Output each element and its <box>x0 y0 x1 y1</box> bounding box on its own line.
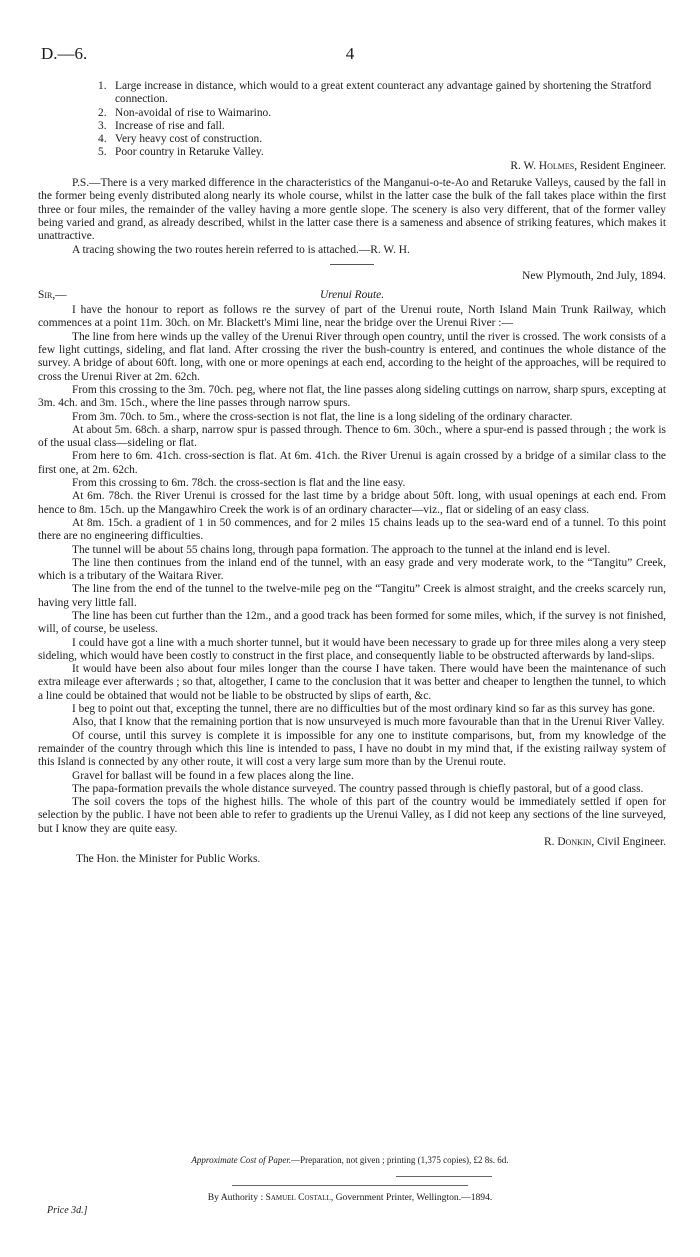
paragraph: The line from here winds up the valley of the Urenui River through open country, until the river is crossed. The work consists of a few light cuttings, sideling, and flat land. After crossing the river the bush-country is entered, and continues the whole distance of the survey. A bridge of about 60ft. long, with one or more openings at each end, according to the height of the approaches, will be required to cross the Urenui River at 2m. 62ch. <box>38 330 666 383</box>
signature-holmes: R. W. Holmes, Resident Engineer. <box>510 159 666 172</box>
section-divider <box>330 264 374 265</box>
salutation: Sir,— <box>38 289 67 302</box>
paragraph: The line from the end of the tunnel to the twelve-mile peg on the “Tangitu” Creek is almost straight, and the creeks scarcely run, having very little fall. <box>38 583 666 609</box>
paragraph: From here to 6m. 41ch. cross-section is flat. At 6m. 41ch. the River Urenui is again crossed by a bridge of a similar class to the first one, at 2m. 62ch. <box>38 450 666 476</box>
paragraph: The tunnel will be about 55 chains long, through papa formation. The approach to the tunnel at the inland end is level. <box>72 543 611 556</box>
document-code: D.—6. <box>41 44 88 63</box>
salutation-line <box>38 289 666 304</box>
paragraph: I have the honour to report as follows re the survey of part of the Urenui route, North Island Main Trunk Railway, which commences at a point 11m. 30ch. on Mr. Blackett's Mimi line, near the bridge over the Urenui River :— <box>38 304 666 330</box>
paragraph: Of course, until this survey is complete it is impossible for any one to institute comparisons, but, from my knowledge of the remainder of the country through which this line is intended to pass, I have no doubt in my mind that, if the existing railway system of this Island is connected by any other route, it will cost a very large sum more than by the Urenui route. <box>38 729 666 769</box>
footer-divider <box>396 1176 492 1177</box>
section-heading: Urenui Route. <box>319 289 385 302</box>
list-item: 1. Large increase in distance, which would to a great extent counteract any advantage gained by shortening the Stratford connection. <box>98 80 652 106</box>
objections-list <box>38 80 666 160</box>
letter-body <box>38 304 666 836</box>
paragraph: At 6m. 78ch. the River Urenui is crossed for the last time by a bridge about 50ft. long, with usual openings at each end. From hence to 8m. 15ch. up the Mangawhiro Creek the work is of an ordinary character—viz., flat or sideling of an easy class. <box>38 490 666 516</box>
addressee: The Hon. the Minister for Public Works. <box>76 853 261 866</box>
paragraph: I could have got a line with a much shorter tunnel, but it would have been necessary to grade up for three miles along a very steep sideling, which would have been costly to construct in the first place, and consequently liable to be obstructed afterwards by land-slips. <box>38 636 666 662</box>
footer-divider <box>232 1185 468 1186</box>
paragraph: The soil covers the tops of the highest hills. The whole of this part of the country would be immediately settled if open for selection by the public. I have not been able to refer to gradients up the Urenui Valley, as I did not keep any sections of the line surveyed, but I know they are quite easy. <box>38 796 666 835</box>
paragraph: From 3m. 70ch. to 5m., where the cross-section is not flat, the line is a long sideling of the ordinary character. <box>72 410 573 423</box>
paragraph: From this crossing to the 3m. 70ch. peg, where not flat, the line passes along sideling cuttings on narrow, sharp spurs, excepting at 3m. 4ch. and 3m. 15ch., where the line passes through narrow spurs. <box>38 383 666 410</box>
list-item: 2. Non-avoidal of rise to Waimarino. <box>98 106 272 119</box>
list-item: 5. Poor country in Retaruke Valley. <box>98 146 264 159</box>
letter-dateline: New Plymouth, 2nd July, 1894. <box>522 269 666 282</box>
list-item: 4. Very heavy cost of construction. <box>98 133 263 146</box>
paragraph: Gravel for ballast will be found in a few places along the line. <box>72 769 354 782</box>
postscript-paragraph: P.S.—There is a very marked difference in the characteristics of the Manganui-o-te-Ao and Retaruke Valleys, caused by the fall in the former being evenly distributed along nearly its whole course, whilst in the latter case the bulk of the fall takes place within the first three or four miles, the remainder of the valley having a more gentle slope. The scenery is also very different, that of the former valley being varied and grand, as already described, whilst in the latter case there is a sameness and absence of striking features, which makes it unattractive. <box>38 177 666 243</box>
printer-imprint: By Authority : Samuel Costall, Government Printer, Wellington.—1894. <box>207 1192 493 1203</box>
paragraph: The line then continues from the inland end of the tunnel, with an easy grade and very moderate work, to the “Tangitu” Creek, which is a tributary of the Waitara River. <box>38 556 666 583</box>
body-text <box>38 80 666 867</box>
paragraph: It would have been also about four miles longer than the course I have taken. There would have been the maintenance of such extra mileage ever afterwards ; so that, altogether, I came to the conclusion that it was better and cheaper to lengthen the tunnel, to which a line could be obtained that would not be liable to be obstructed by slips of earth, &c. <box>38 663 666 702</box>
signature-donkin: R. Donkin, Civil Engineer. <box>544 836 666 849</box>
postscript-paragraph: A tracing showing the two routes herein referred to is attached.—R. W. H. <box>72 243 410 256</box>
paragraph: From this crossing to 6m. 78ch. the cross-section is flat and the line easy. <box>72 477 406 490</box>
paragraph: I beg to point out that, excepting the tunnel, there are no difficulties but of the most ordinary kind so far as this survey has gone. <box>72 703 656 716</box>
cost-of-paper-note: Approximate Cost of Paper.—Preparation, not given ; printing (1,375 copies), £2 8s. 6d. <box>191 1155 509 1165</box>
paragraph: The line has been cut further than the 12m., and a good track has been formed for some miles, which, if the survey is not finished, will, of course, be useless. <box>38 609 666 636</box>
list-item: 3. Increase of rise and fall. <box>98 119 225 132</box>
paragraph: Also, that I know that the remaining portion that is now unsurveyed is much more favourable than that in the Urenui River Valley. <box>72 716 665 729</box>
paragraph: At 8m. 15ch. a gradient of 1 in 50 commences, and for 2 miles 15 chains leads up to the sea-ward end of a tunnel. To this point there are no engineering difficulties. <box>38 516 666 543</box>
paragraph: At about 5m. 68ch. a sharp, narrow spur is passed through. Thence to 6m. 30ch., where a spur-end is passed through ; the work is of the usual class—sideling or flat. <box>38 423 666 450</box>
page-number: 4 <box>345 44 355 63</box>
price-note: Price 3d.] <box>47 1205 88 1216</box>
paragraph: The papa-formation prevails the whole distance surveyed. The country passed through is chiefly pastoral, but of a good class. <box>72 782 644 795</box>
